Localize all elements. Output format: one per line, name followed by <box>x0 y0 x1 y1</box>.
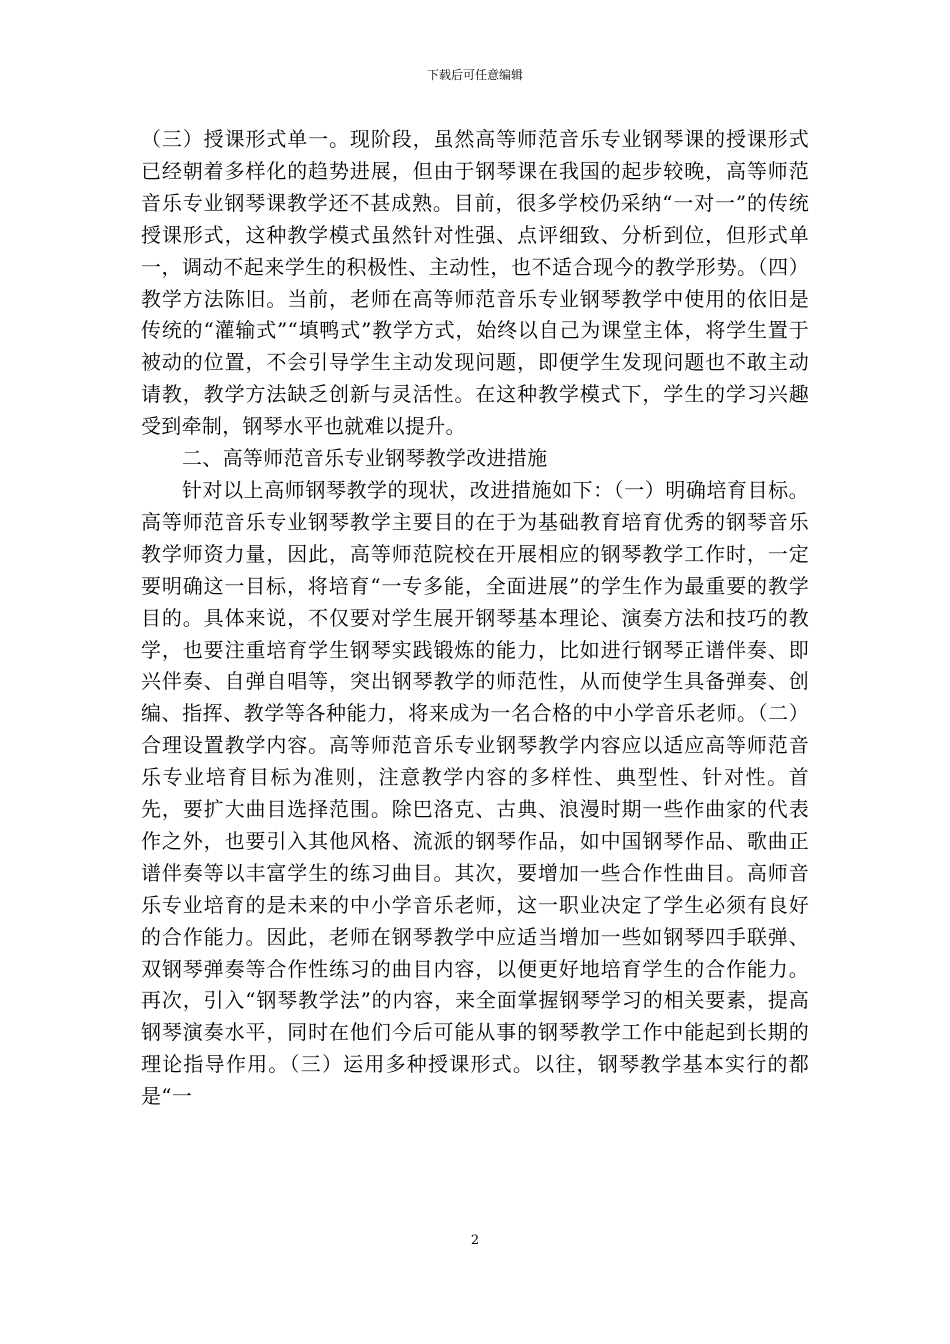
paragraph-teaching-problems: （三）授课形式单一。现阶段，虽然高等师范音乐专业钢琴课的授课形式已经朝着多样化的趋势进展，但由于钢琴课在我国的起步较晚，高等师范音乐专业钢琴课教学还不甚成熟。目前，很多学校仍采纳“一对一”的传统授课形式，这种教学模式虽然针对性强、点评细致、分析到位，但形式单一，调动不起来学生的积极性、主动性，也不适合现今的教学形势。（四）教学方法陈旧。当前，老师在高等师范音乐专业钢琴教学中使用的依旧是传统的“灌输式”“填鸭式”教学方式，始终以自己为课堂主体，将学生置于被动的位置，不会引导学生主动发现问题，即便学生发现问题也不敢主动请教，教学方法缺乏创新与灵活性。在这种教学模式下，学生的学习兴趣受到牵制，钢琴水平也就难以提升。 <box>141 127 809 439</box>
page-header: 下载后可任意编辑 <box>426 68 523 82</box>
body-text <box>141 124 809 1113</box>
page-number: 2 <box>470 1233 480 1248</box>
paragraph-improvement-measures: 针对以上高师钢琴教学的现状，改进措施如下：（一）明确培育目标。高等师范音乐专业钢琴教学主要目的在于为基础教育培育优秀的钢琴音乐教学师资力量，因此，高等师范院校在开展相应的钢琴教学工作时，一定要明确这一目标，将培育“一专多能，全面进展”的学生作为最重要的教学目的。具体来说，不仅要对学生展开钢琴基本理论、演奏方法和技巧的教学，也要注重培育学生钢琴实践锻炼的能力，比如进行钢琴正谱伴奏、即兴伴奏、自弹自唱等，突出钢琴教学的师范性，从而使学生具备弹奏、创编、指挥、教学等各种能力，将来成为一名合格的中小学音乐老师。（二）合理设置教学内容。高等师范音乐专业钢琴教学内容应以适应高等师范音乐专业培育目标为准则，注意教学内容的多样性、典型性、针对性。首先，要扩大曲目选择范围。除巴洛克、古典、浪漫时期一些作曲家的代表作之外，也要引入其他风格、流派的钢琴作品，如中国钢琴作品、歌曲正谱伴奏等以丰富学生的练习曲目。其次，要增加一些合作性曲目。高师音乐专业培育的是未来的中小学音乐老师，这一职业决定了学生必须有良好的合作能力。因此，老师在钢琴教学中应适当增加一些如钢琴四手联弹、双钢琴弹奏等合作性练习的曲目内容，以便更好地培育学生的合作能力。再次，引入“钢琴教学法”的内容，来全面掌握钢琴学习的相关要素，提高钢琴演奏水平，同时在他们今后可能从事的钢琴教学工作中能起到长期的理论指导作用。（三）运用多种授课形式。以往，钢琴教学基本实行的都是“一 <box>141 477 809 1109</box>
section-heading: 二、高等师范音乐专业钢琴教学改进措施 <box>182 446 548 471</box>
